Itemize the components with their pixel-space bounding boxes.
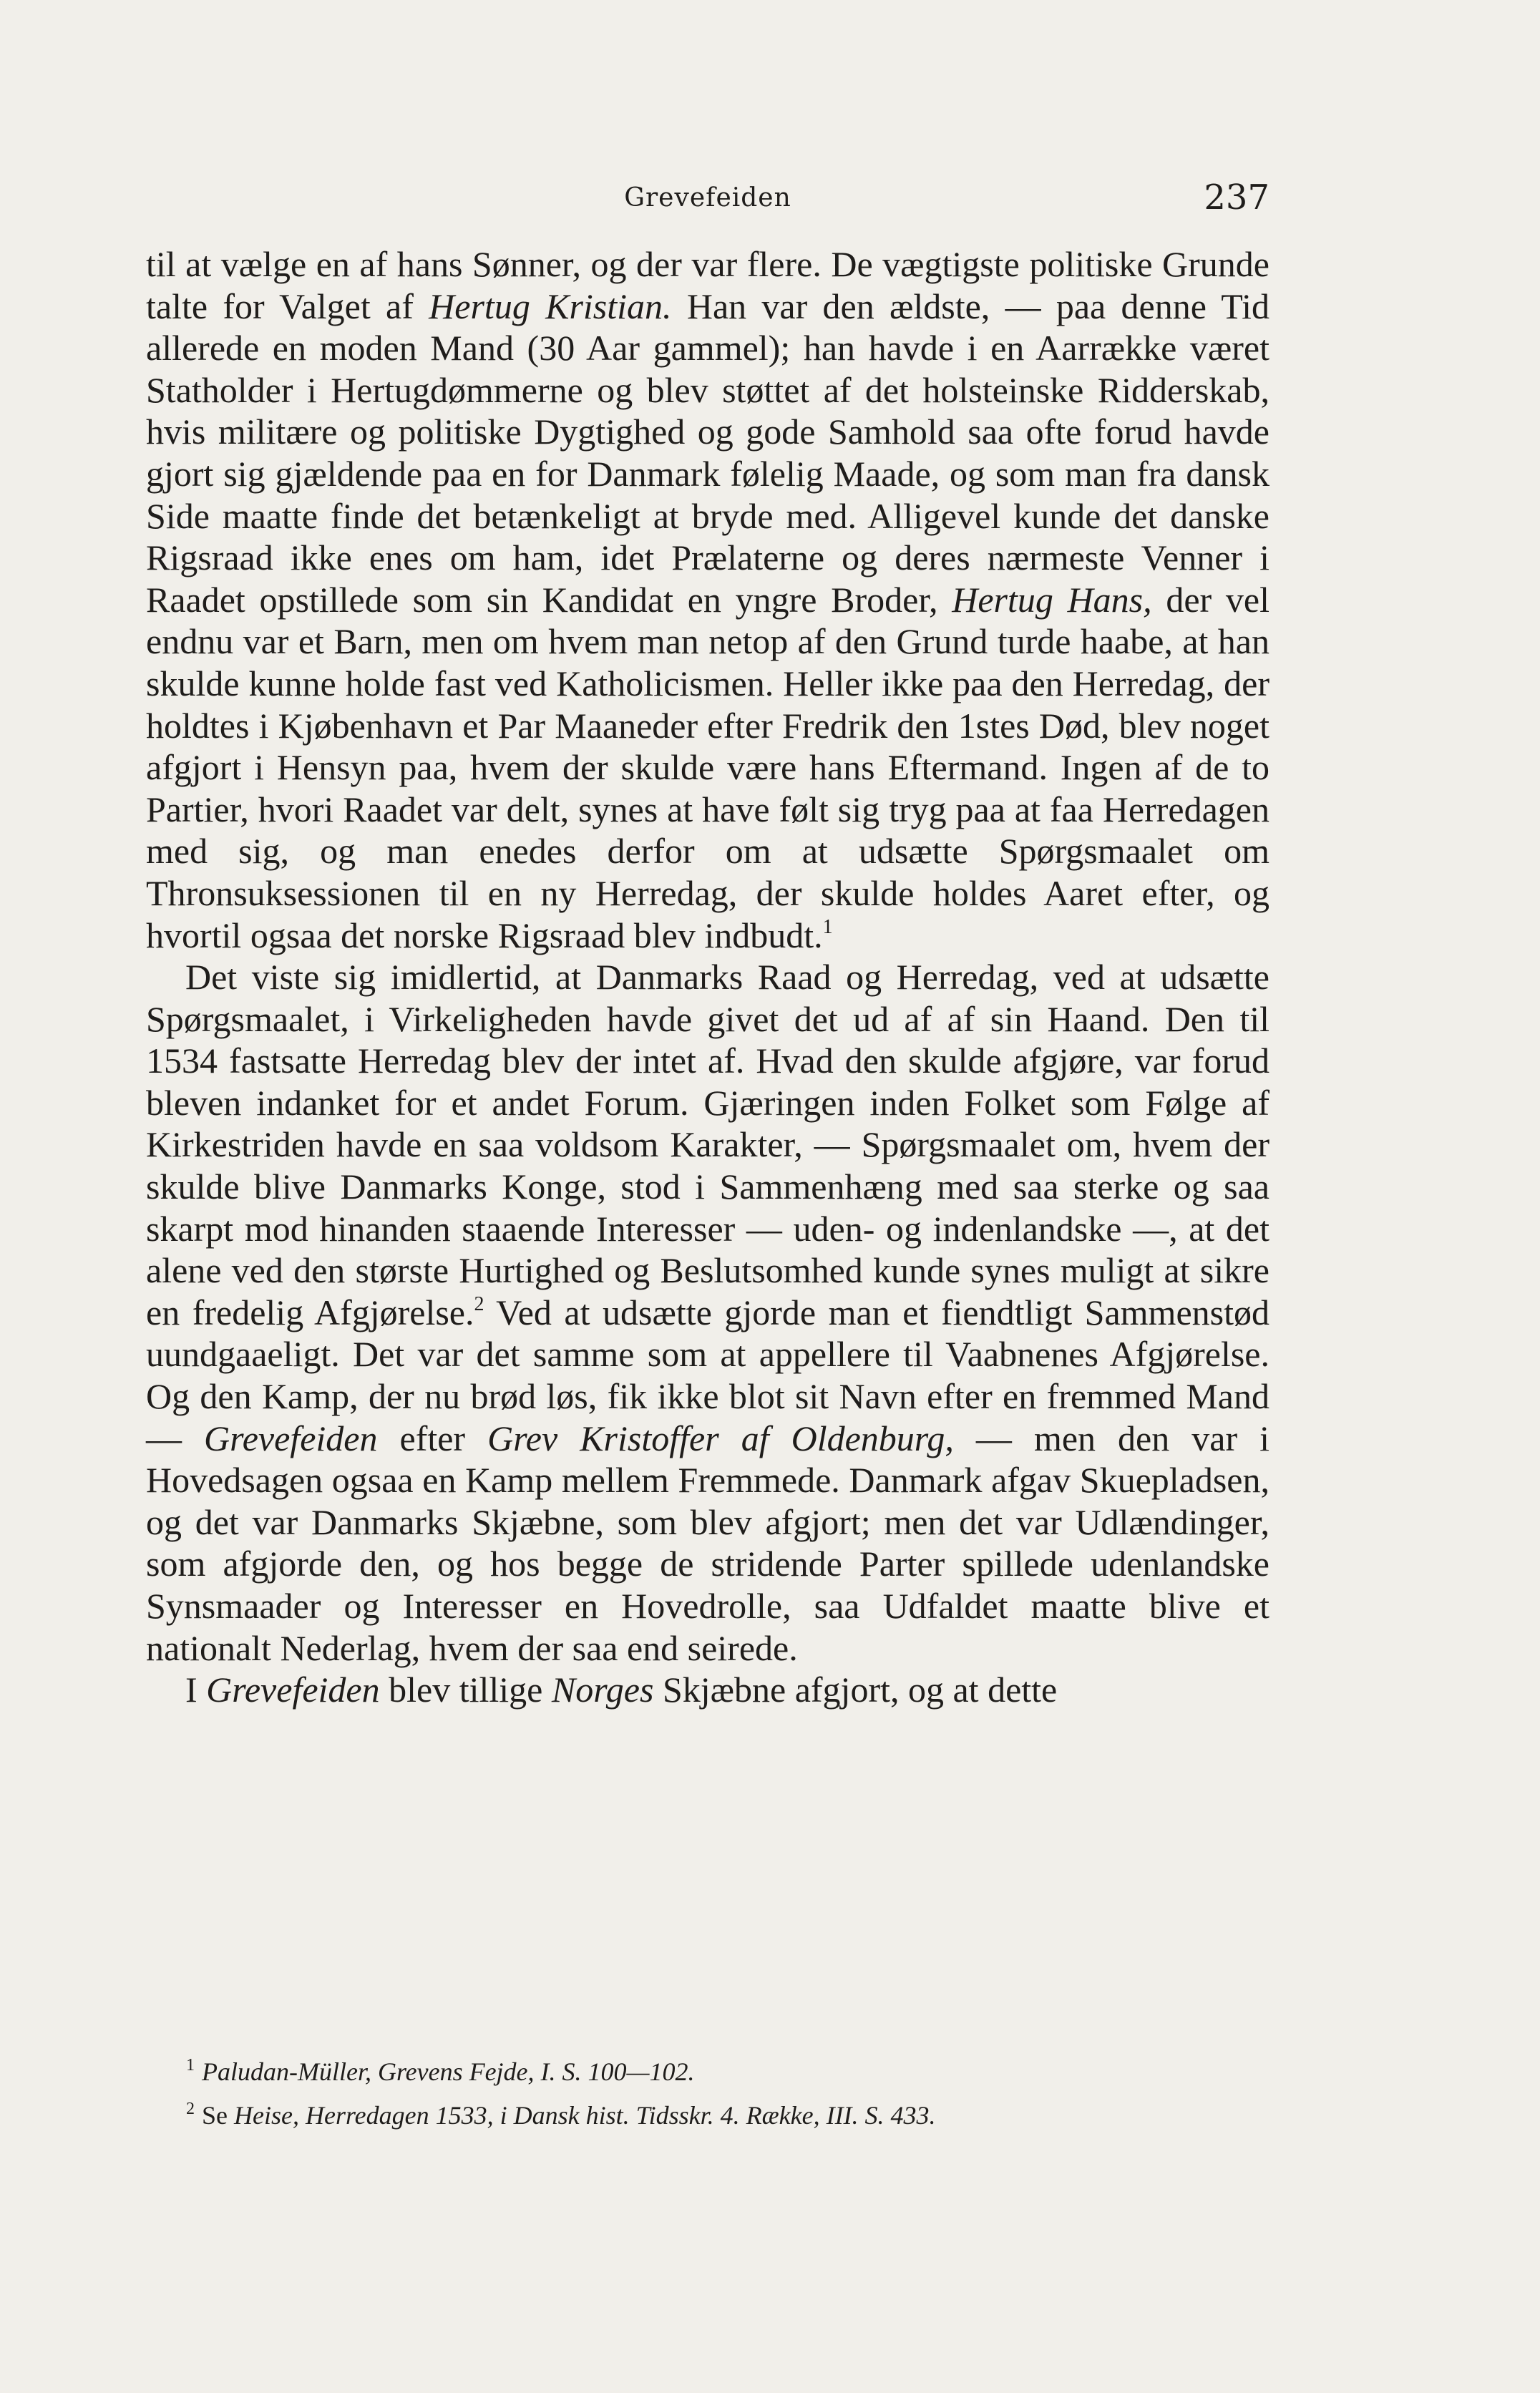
footnote-prefix: Se (202, 2101, 234, 2130)
text-run: Han var den ældste, — paa denne Tid allerede en moden Mand (30 Aar gammel); han havde i en Aarrække været Statholder i Hertugdømmerne og blev støttet af det holsteinske Ridderskab, hvis militære og politiske Dygtighed og gode Samhold saa ofte forud havde gjort sig gjældende paa en for Danmark følelig Maade, og som man fra dansk Side maatte finde det betænkeligt at bryde med. Alligevel kunde det danske Rigsraad ikke enes om ham, idet Prælaterne og deres nærmeste Venner i Raadet opstillede som sin Kandidat en yngre Broder, (146, 286, 1269, 620)
page-number: 237 (1204, 177, 1269, 218)
text-run: — men den var i Hovedsagen ogsaa en Kamp mellem Fremmede. Danmark afgav Skuepladsen, og det var Danmarks Skjæbne, som blev afgjort; men det var Udlændinger, som afgjorde den, og hos begge de stridende Parter spillede udenlandske Synsmaader og Interesser en Hovedrolle, saa Udfaldet maatte blive et nationalt Nederlag, hvem der saa end seirede. (146, 1418, 1269, 1668)
text-run: blev tillige (379, 1670, 552, 1710)
italic-name: Norges (551, 1670, 654, 1710)
text-run: der vel endnu var et Barn, men om hvem man netop af den Grund turde haabe, at han skulde kunne holde fast ved Katholicismen. Heller ikke paa den Herredag, der holdtes i Kjøbenhavn et Par Maaneder efter Fredrik den 1stes Død, blev noget afgjort i Hensyn paa, hvem der skulde være hans Eftermand. Ingen af de to Partier, hvori Raadet var delt, synes at have følt sig tryg paa at faa Herredagen med sig, og man enedes derfor om at udsætte Spørgsmaalet om Thronsuksessionen til en ny Herredag, der skulde holdes Aaret efter, og hvortil ogsaa det norske Rigsraad blev indbudt. (146, 579, 1269, 955)
running-head (146, 177, 1269, 220)
footnote-number: 2 (186, 2100, 195, 2118)
footnotes (186, 2047, 1269, 2134)
footnote-2 (186, 2090, 1269, 2134)
italic-name: Hertug Kristian. (429, 286, 672, 326)
text-run: Det viste sig imidlertid, at Danmarks Raad og Herredag, ved at udsætte Spørgsmaalet, i Virkeligheden havde givet det ud af af sin Haand. Den til 1534 fastsatte Herredag blev der intet af. Hvad den skulde afgjøre, var forud bleven indanket for et andet Forum. Gjæringen inden Folket som Følge af Kirkestriden havde en saa voldsom Karakter, — Spørgsmaalet om, hvem der skulde blive Danmarks Konge, stod i Sammenhæng med saa sterke og saa skarpt mod hinanden staaende Interesser — uden- og indenlandske —, at det alene ved den største Hurtighed og Beslutsomhed kunde synes muligt at sikre en fredelig Afgjørelse. (146, 957, 1269, 1332)
text-run: til at vælge en af hans Sønner, og der var flere. De vægtigste politiske Grunde talte for Valget af (146, 244, 1269, 326)
paragraph-2 (146, 956, 1269, 1669)
running-title: Grevefeiden (624, 183, 791, 213)
text-run: I (185, 1670, 207, 1710)
italic-name: Grev Kristoffer af Oldenburg, (487, 1418, 954, 1458)
italic-name: Hertug Hans, (952, 579, 1152, 620)
text-run: Ved at udsætte gjorde man et fiendtligt Sammenstød uundgaaeligt. Det var det samme som at appellere til Vaabnenes Afgjørelse. Og den Kamp, der nu brød løs, fik ikke blot sit Navn efter en fremmed Mand — (146, 1292, 1269, 1458)
footnote-number: 1 (186, 2056, 195, 2075)
text-run: efter (377, 1418, 488, 1458)
paragraph-1 (146, 243, 1269, 956)
text-run: Skjæbne afgjort, og at dette (653, 1670, 1058, 1710)
footnote-1 (186, 2047, 1269, 2090)
footnote-ref-1: 1 (822, 915, 833, 938)
italic-name: Grevefeiden (206, 1670, 380, 1710)
paragraph-3 (146, 1669, 1269, 1711)
footnote-text: Paludan-Müller, Grevens Fejde, I. S. 100—102. (202, 2057, 695, 2086)
body-text (146, 243, 1269, 1711)
italic-name: Grevefeiden (204, 1418, 378, 1458)
footnote-text: Heise, Herredagen 1533, i Dansk hist. Tidsskr. 4. Række, III. S. 433. (234, 2101, 936, 2130)
footnote-ref-2: 2 (474, 1292, 484, 1315)
